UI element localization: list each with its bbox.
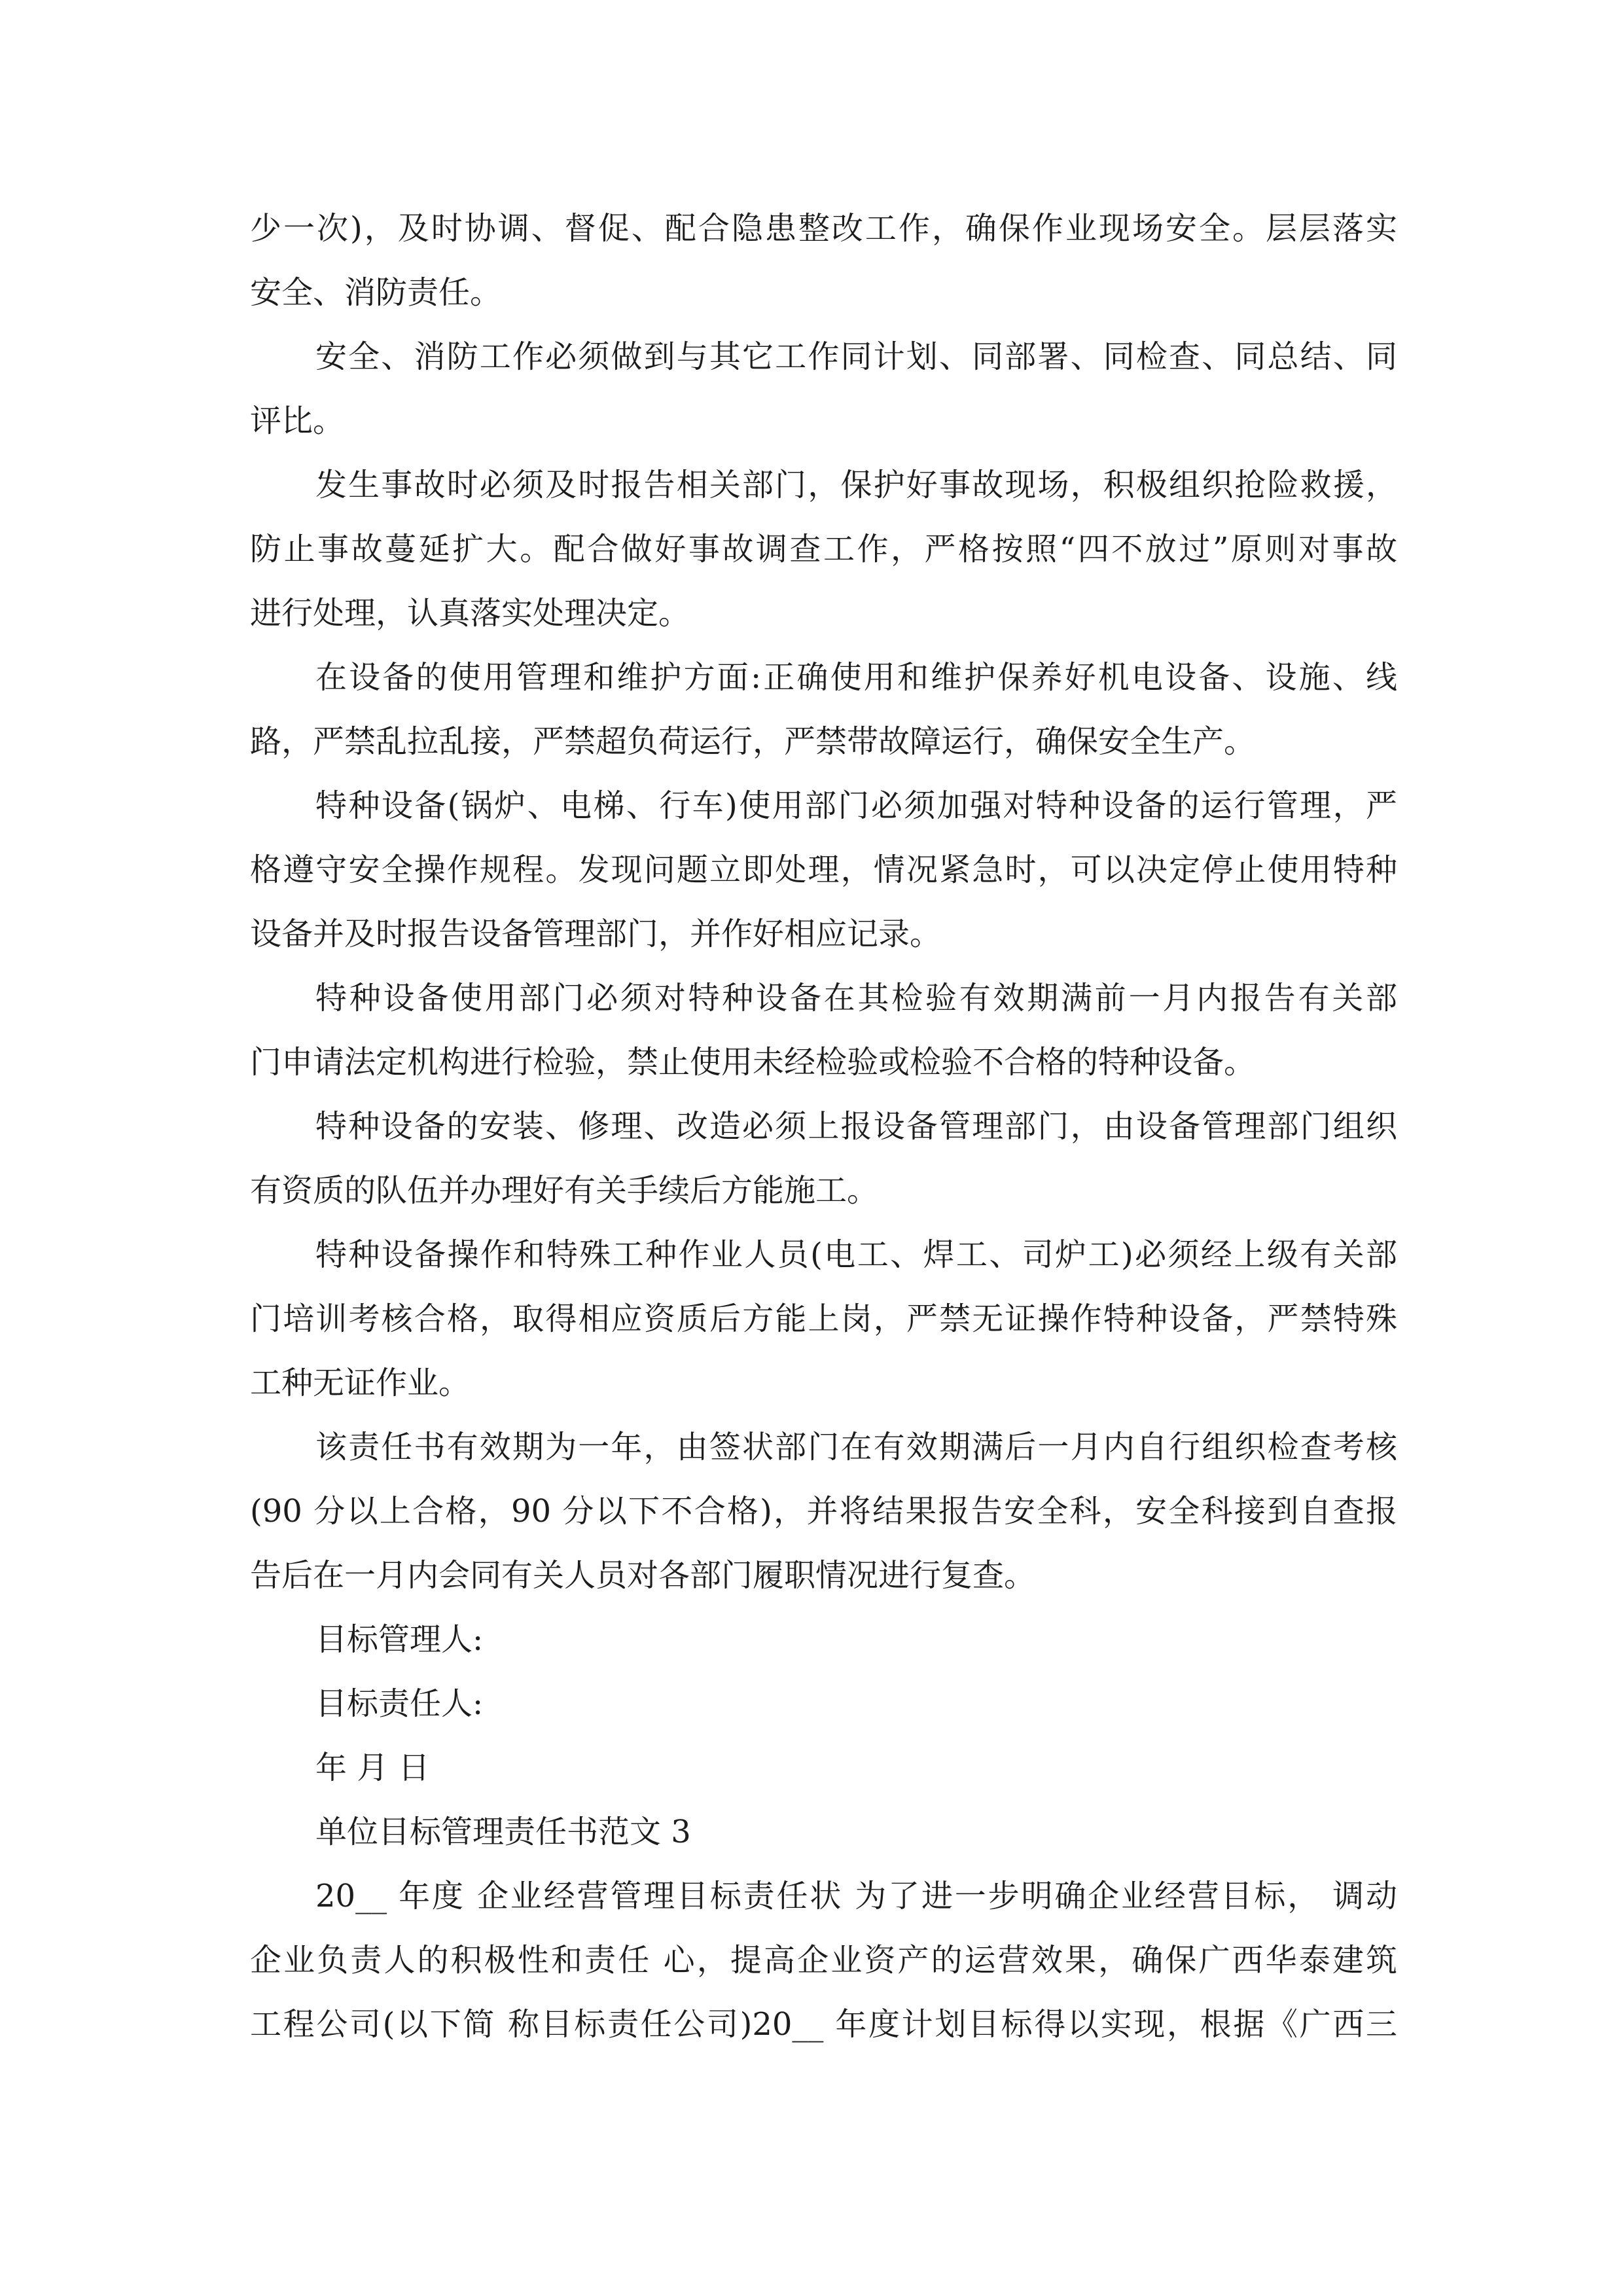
- text-line: 门申请法定机构进行检验，禁止使用未经检验或检验不合格的特种设备。: [250, 1044, 1256, 1081]
- text-line: 特种设备(锅炉、电梯、行车)使用部门必须加强对特种设备的运行管理，严: [315, 787, 1397, 824]
- paragraph: [250, 453, 1397, 645]
- target-manager-label: 目标管理人:: [315, 1621, 484, 1658]
- text-line: 发生事故时必须及时报告相关部门，保护好事故现场，积极组织抢险救援，: [315, 467, 1397, 503]
- text-line: 少一次)，及时协调、督促、配合隐患整改工作，确保作业现场安全。层层落实: [250, 210, 1397, 247]
- paragraph: [250, 645, 1397, 774]
- signature-block: [250, 1607, 1397, 1800]
- paragraph: [250, 1223, 1397, 1415]
- text-line: 评比。: [250, 403, 345, 439]
- text-line: 20__ 年度 企业经营管理目标责任状 为了进一步明确企业经营目标， 调动: [315, 1878, 1397, 1914]
- text-line: 格遵守安全操作规程。发现问题立即处理，情况紧急时，可以决定停止使用特种: [250, 852, 1397, 888]
- text-line: 特种设备操作和特殊工种作业人员(电工、焊工、司炉工)必须经上级有关部: [315, 1236, 1397, 1273]
- text-line: 防止事故蔓延扩大。配合做好事故调查工作，严格按照“四不放过”原则对事故: [250, 531, 1397, 567]
- text-line: 设备并及时报告设备管理部门，并作好相应记录。: [250, 916, 942, 952]
- text-line: 该责任书有效期为一年，由签状部门在有效期满后一月内自行组织检查考核: [315, 1429, 1397, 1465]
- target-responsible-label: 目标责任人:: [315, 1685, 484, 1722]
- text-line: 安全、消防工作必须做到与其它工作同计划、同部署、同检查、同总结、同: [315, 338, 1397, 375]
- text-line: 特种设备的安装、修理、改造必须上报设备管理部门，由设备管理部门组织: [315, 1108, 1397, 1145]
- paragraph: [250, 1094, 1397, 1223]
- date-line: 年 月 日: [315, 1749, 430, 1786]
- paragraph: [250, 325, 1397, 453]
- paragraph: [250, 774, 1397, 966]
- text-line: 告后在一月内会同有关人员对各部门履职情况进行复查。: [250, 1557, 1036, 1594]
- paragraph: [250, 1415, 1397, 1607]
- text-line: 工种无证作业。: [250, 1365, 471, 1401]
- text-line: 特种设备使用部门必须对特种设备在其检验有效期满前一月内报告有关部: [315, 980, 1397, 1016]
- paragraph: [250, 966, 1397, 1094]
- document-body: [250, 196, 1397, 2056]
- text-line: (90 分以上合格，90 分以下不合格)，并将结果报告安全科，安全科接到自查报: [250, 1493, 1397, 1530]
- text-line: 企业负责人的积极性和责任 心，提高企业资产的运营效果，确保广西华泰建筑: [250, 1942, 1397, 1979]
- text-line: 工程公司(以下简 称目标责任公司)20__ 年度计划目标得以实现，根据《广西三: [250, 2006, 1397, 2043]
- text-line: 在设备的使用管理和维护方面:正确使用和维护保养好机电设备、设施、线: [315, 659, 1397, 696]
- section-heading: 单位目标管理责任书范文 3: [315, 1814, 691, 1850]
- text-line: 有资质的队伍并办理好有关手续后方能施工。: [250, 1172, 879, 1209]
- text-line: 门培训考核合格，取得相应资质后方能上岗，严禁无证操作特种设备，严禁特殊: [250, 1300, 1397, 1337]
- text-line: 安全、消防责任。: [250, 274, 502, 311]
- paragraph: [250, 1864, 1397, 2056]
- text-line: 进行处理，认真落实处理决定。: [250, 595, 690, 632]
- paragraph: [250, 196, 1397, 325]
- text-line: 路，严禁乱拉乱接，严禁超负荷运行，严禁带故障运行，确保安全生产。: [250, 723, 1256, 760]
